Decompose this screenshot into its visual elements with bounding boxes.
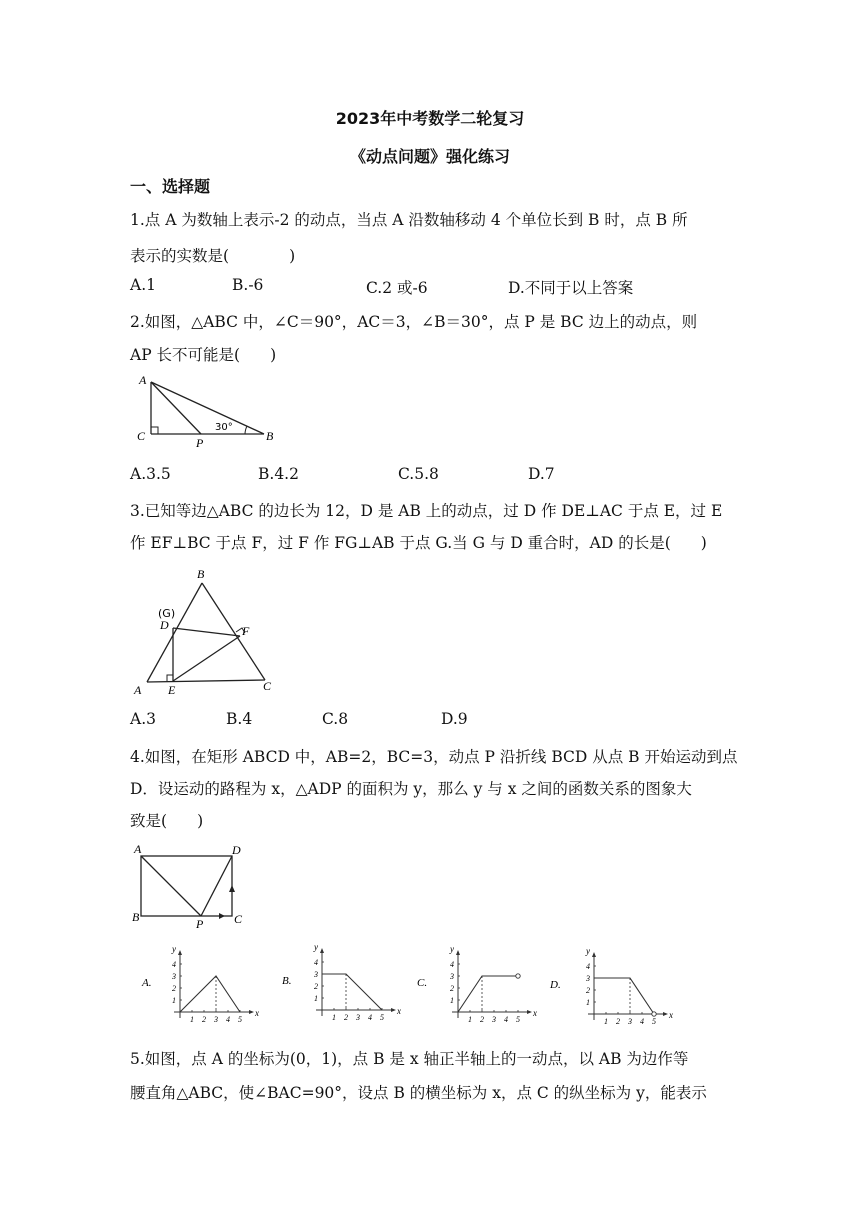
graph-y-tick-label: 1: [314, 994, 318, 1003]
q4-graph-option-a: [140, 940, 280, 1032]
graph-function-line: [322, 974, 382, 1010]
q3-label-d: D: [160, 618, 169, 632]
q1-stem-end: 表示的实数是(: [130, 247, 230, 265]
graph-x-axis-label: x: [397, 1006, 401, 1016]
graph-y-tick-label: 2: [450, 984, 454, 993]
q4-stem-end: 致是(: [130, 812, 168, 830]
q2-stem-end: AP 长不可能是(: [130, 346, 241, 364]
q3-triangle-figure: [130, 565, 280, 697]
q2-label-a: A: [139, 373, 147, 387]
q4-line-3: [130, 809, 730, 831]
q2-label-b: B: [266, 429, 274, 443]
x-axis-arrow-icon: [249, 1010, 254, 1014]
q2-paren-close: ): [270, 346, 277, 364]
graph-option-label: B.: [282, 975, 292, 987]
q4-paren-close: ): [197, 812, 204, 830]
q3-option-b: B.4: [226, 710, 253, 728]
arrow-up-icon: [229, 885, 235, 892]
q4-label-d: D: [232, 843, 241, 857]
q2-option-d: D.7: [528, 465, 555, 483]
graph-x-tick-label: 1: [468, 1015, 472, 1024]
q2-line-2: [130, 343, 730, 365]
q4-label-b: B: [132, 910, 140, 924]
graph-x-tick-label: 5: [652, 1017, 656, 1026]
y-axis-arrow-icon: [456, 950, 460, 955]
q2-line-1: 2.如图，△ABC 中，∠C＝90°，AC＝3，∠B＝30°，点 P 是 BC 边上的动点，则: [130, 313, 698, 331]
x-axis-arrow-icon: [391, 1008, 396, 1012]
q2-label-p: P: [196, 436, 204, 450]
graph-x-axis-label: x: [669, 1010, 673, 1020]
q4-label-c: C: [234, 912, 243, 926]
graph-open-endpoint: [516, 974, 520, 978]
q1-option-b: B.-6: [232, 276, 264, 294]
q1-option-a: A.1: [130, 276, 156, 294]
q4-line-1: 4.如图，在矩形 ABCD 中，AB=2，BC=3，动点 P 沿折线 BCD 从点 B 开始运动到点: [130, 748, 738, 766]
graph-x-tick-label: 3: [356, 1013, 360, 1022]
graph-x-tick-label: 1: [332, 1013, 336, 1022]
section-heading: 一、选择题: [130, 177, 211, 196]
q1-paren-close: ): [289, 247, 296, 265]
graph-y-axis-label: y: [586, 946, 590, 956]
q5-line-1: 5.如图，点 A 的坐标为(0，1)，点 B 是 x 轴正半轴上的一动点，以 AB 为边作等: [130, 1050, 689, 1068]
q4-graph-option-b: [280, 938, 415, 1030]
graph-x-axis-label: x: [533, 1008, 537, 1018]
q3-option-c: C.8: [322, 710, 349, 728]
graph-x-axis-label: x: [255, 1008, 259, 1018]
q2-triangle-figure: [130, 372, 290, 448]
x-axis-arrow-icon: [663, 1012, 668, 1016]
graph-x-tick-label: 3: [628, 1017, 632, 1026]
graph-x-tick-label: 4: [226, 1015, 230, 1024]
graph-option-label: D.: [550, 979, 561, 991]
graph-x-tick-label: 3: [492, 1015, 496, 1024]
q3-label-a: A: [134, 683, 142, 697]
graph-y-tick-label: 4: [314, 958, 318, 967]
graph-x-tick-label: 5: [516, 1015, 520, 1024]
graph-y-tick-label: 3: [314, 970, 318, 979]
graph-option-label: A.: [142, 977, 152, 989]
graph-y-tick-label: 1: [586, 998, 590, 1007]
graph-y-axis-label: y: [172, 944, 176, 954]
graph-y-tick-label: 3: [450, 972, 454, 981]
q4-line-2: D．设运动的路程为 x，△ADP 的面积为 y，那么 y 与 x 之间的函数关系的图象大: [130, 780, 692, 798]
q4-label-a: A: [134, 842, 142, 856]
x-axis-arrow-icon: [527, 1010, 532, 1014]
graph-y-tick-label: 2: [172, 984, 176, 993]
y-axis-arrow-icon: [592, 952, 596, 957]
graph-y-tick-label: 4: [586, 962, 590, 971]
graph-function-line: [458, 976, 518, 1012]
graph-y-tick-label: 1: [172, 996, 176, 1005]
q3-label-c: C: [263, 679, 272, 693]
q3-option-d: D.9: [441, 710, 468, 728]
q3-option-a: A.3: [130, 710, 156, 728]
q2-option-c: C.5.8: [398, 465, 439, 483]
q5-line-2: 腰直角△ABC，使∠BAC=90°，设点 B 的横坐标为 x，点 C 的纵坐标为 y，能表示: [130, 1084, 707, 1102]
q2-label-angle: 30°: [215, 422, 233, 433]
q1-option-c: C.2 或-6: [366, 279, 428, 297]
graph-x-tick-label: 3: [214, 1015, 218, 1024]
y-axis-arrow-icon: [178, 950, 182, 955]
q2-option-b: B.4.2: [258, 465, 299, 483]
graph-function-line: [180, 976, 240, 1012]
graph-x-tick-label: 2: [344, 1013, 348, 1022]
q1-line-2: [130, 244, 730, 266]
graph-y-tick-label: 3: [172, 972, 176, 981]
page-title: 2023年中考数学二轮复习: [335, 109, 525, 128]
graph-x-tick-label: 2: [202, 1015, 206, 1024]
graph-x-tick-label: 5: [238, 1015, 242, 1024]
y-axis-arrow-icon: [320, 948, 324, 953]
graph-option-label: C.: [417, 977, 428, 989]
graph-x-tick-label: 1: [604, 1017, 608, 1026]
graph-function-line: [594, 978, 654, 1014]
graph-y-tick-label: 4: [172, 960, 176, 969]
q3-label-f: F: [242, 624, 250, 638]
graph-y-axis-label: y: [450, 944, 454, 954]
q4-rectangle-figure: [130, 843, 250, 929]
q2-option-a: A.3.5: [130, 465, 171, 483]
graph-x-tick-label: 2: [616, 1017, 620, 1026]
q4-label-p: P: [196, 917, 204, 931]
page-subtitle: 《动点问题》强化练习: [349, 147, 510, 166]
q3-label-b: B: [197, 567, 205, 581]
q2-label-c: C: [137, 429, 146, 443]
q4-graph-option-d: [548, 934, 688, 1034]
q3-label-e: E: [168, 683, 176, 697]
graph-y-tick-label: 1: [450, 996, 454, 1005]
q3-line-2: [130, 531, 730, 553]
graph-open-endpoint: [652, 1012, 656, 1016]
graph-x-tick-label: 4: [368, 1013, 372, 1022]
graph-x-tick-label: 4: [640, 1017, 644, 1026]
arrow-right-icon: [219, 913, 225, 919]
q4-graph-option-c: [415, 940, 550, 1032]
q1-line-1: 1.点 A 为数轴上表示-2 的动点，当点 A 沿数轴移动 4 个单位长到 B 时，点 B 所: [130, 211, 688, 229]
q3-label-g: (G): [158, 607, 176, 620]
graph-y-tick-label: 4: [450, 960, 454, 969]
graph-x-tick-label: 4: [504, 1015, 508, 1024]
q3-stem-end: 作 EF⊥BC 于点 F，过 F 作 FG⊥AB 于点 G.当 G 与 D 重合时，AD 的长是(: [130, 534, 671, 552]
graph-y-axis-label: y: [314, 942, 318, 952]
q3-paren-close: ): [700, 534, 707, 552]
graph-x-tick-label: 1: [190, 1015, 194, 1024]
graph-y-tick-label: 2: [586, 986, 590, 995]
q3-line-1: 3.已知等边△ABC 的边长为 12，D 是 AB 上的动点，过 D 作 DE⊥AC 于点 E，过 E: [130, 502, 723, 520]
graph-x-tick-label: 2: [480, 1015, 484, 1024]
graph-y-tick-label: 2: [314, 982, 318, 991]
graph-y-tick-label: 3: [586, 974, 590, 983]
graph-x-tick-label: 5: [380, 1013, 384, 1022]
q1-option-d: D.不同于以上答案: [508, 279, 634, 297]
